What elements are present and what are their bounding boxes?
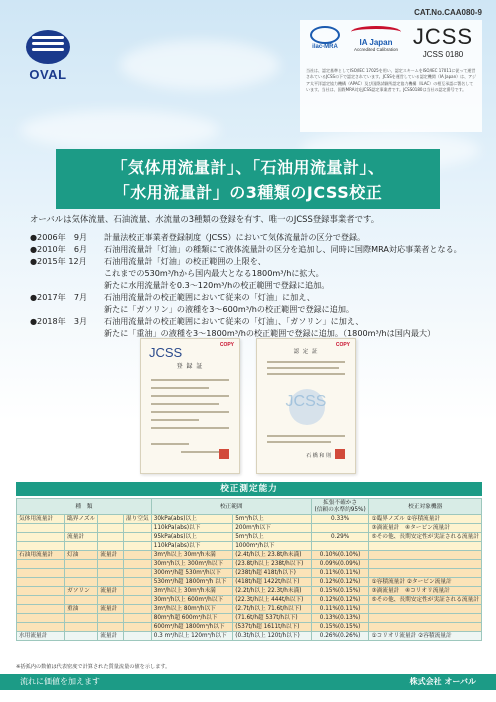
text-line: [151, 419, 199, 421]
seal-stamp: [219, 449, 229, 459]
table-cell: 流量計: [98, 605, 124, 614]
certificate-heading: 登 録 証: [176, 363, 204, 370]
table-cell: [369, 560, 482, 569]
table-cell: [17, 623, 65, 632]
header-kind: 種 類: [17, 499, 152, 515]
table-cell: (71.6t/h超 537t/h以下): [233, 614, 311, 623]
ia-japan-arc-icon: [351, 26, 401, 38]
table-cell: ①臨界ノズル ②容積流量計: [369, 515, 482, 524]
title-line-2: 「水用流量計」の3種類のJCSS校正: [113, 183, 383, 202]
text-line: [151, 387, 209, 389]
table-cell: (537t/h超 1611t/h以下): [233, 623, 311, 632]
table-cell: 80m³/h超 600m³/h以下: [151, 614, 233, 623]
table-cell: 0.15%(0.15%): [311, 623, 369, 632]
table-cell: 流量計: [98, 632, 124, 641]
table-cell: [17, 605, 65, 614]
table-cell: 5m³/h以上: [233, 515, 311, 524]
table-cell: [123, 578, 151, 587]
table-row: [17, 524, 482, 533]
history-text: [104, 315, 490, 339]
history-line: 石油用流量計の校正範囲において従来の「灯油」に加え、: [104, 292, 315, 302]
table-cell: ①コリオリ流量計 ②容積流量計: [369, 632, 482, 641]
table-header-row: [17, 499, 482, 515]
table-row: [17, 605, 482, 614]
table-cell: (0.3t/h以上 120t/h以下): [233, 632, 311, 641]
footer-company: 株式会社 オーバル: [409, 677, 476, 686]
table-row: [17, 632, 482, 641]
sky-cloud: [20, 110, 220, 150]
table-row: [17, 578, 482, 587]
table-cell: [98, 542, 124, 551]
table-cell: [17, 578, 65, 587]
table-cell: [17, 542, 65, 551]
table-cell: 0.13%(0.13%): [311, 614, 369, 623]
table-footnote: ※括弧内の数値は代表密度で計算された質量流量の値を示します。: [16, 664, 171, 670]
table-cell: [65, 623, 98, 632]
table-cell: [98, 533, 124, 542]
oval-logo: [26, 30, 70, 82]
certificate-signer: 石 橋 和 則: [306, 453, 331, 459]
header-devices: 校正対象機器: [369, 499, 482, 515]
table-cell: [123, 596, 151, 605]
table-cell: [369, 623, 482, 632]
table-cell: [369, 605, 482, 614]
table-cell: [65, 569, 98, 578]
jcss-logo-text: JCSS: [412, 24, 474, 49]
history-text: [104, 243, 490, 255]
table-cell: 0.29%: [311, 533, 369, 542]
table-cell: 600m³/h超 1800m³/h以下: [151, 623, 233, 632]
history-line: 新たに水用流量計を0.3～120m³/hの校正範囲で登録に追加。: [104, 280, 330, 290]
table-cell: [311, 542, 369, 551]
sky-cloud: [120, 40, 280, 90]
accreditation-box: [300, 20, 482, 132]
table-cell: 3m³/h以上 30m³/h未満: [151, 587, 233, 596]
table-cell: [17, 569, 65, 578]
table-cell: ①容積流量計 ②タービン流量計: [369, 578, 482, 587]
table-cell: 灯油: [65, 551, 98, 560]
table-cell: [369, 542, 482, 551]
ilac-text: ilac-MRA: [312, 44, 338, 50]
history-item: [30, 231, 490, 243]
table-cell: [123, 632, 151, 641]
table-cell: 0.12%(0.12%): [311, 578, 369, 587]
table-cell: 0.11%(0.11%): [311, 605, 369, 614]
text-line: [267, 361, 345, 363]
table-cell: [369, 551, 482, 560]
table-row: [17, 551, 482, 560]
table-cell: [123, 605, 151, 614]
table-cell: [65, 632, 98, 641]
table-cell: [98, 560, 124, 569]
history-date: ●2015年 12月: [30, 256, 87, 266]
table-cell: 30kPa(abs)以上: [151, 515, 233, 524]
table-cell: 110kPa(abs)以下: [151, 524, 233, 533]
footer: [0, 674, 496, 690]
table-cell: [17, 614, 65, 623]
table-cell: ⑤その他、長期安定性が実証される流量計: [369, 596, 482, 605]
table-cell: ③渦流量計 ④タービン流量計: [369, 524, 482, 533]
title-line-1: 「気体用流量計」、「石油用流量計」、: [111, 158, 385, 177]
history-line: 石油用流量計の校正範囲において従来の「灯油」、「ガソリン」に加え、: [104, 316, 364, 326]
table-cell: [98, 578, 124, 587]
registration-certificate-image: [140, 338, 240, 474]
table-cell: [123, 533, 151, 542]
footer-slogan: 流れに価値を加えます: [20, 677, 100, 686]
table-cell: [123, 560, 151, 569]
table-cell: [65, 578, 98, 587]
header-uncertainty: 拡張不確かさ (信頼の水準約95%): [311, 499, 369, 515]
table-cell: 0.09%(0.09%): [311, 560, 369, 569]
table-cell: [123, 623, 151, 632]
table-cell: [123, 569, 151, 578]
certificate-jcss-mark: JCSS: [149, 345, 183, 360]
accreditation-note: 当社は、認定基準としてISO/IEC 17025を用い、認定スキームをISO/IEC 17011に従って運営されているJCSSの下で認定されています。JCSSを運営している認定機関（IA Japan）は、アジア太平洋認定協力機構（APAC）及び国際試験所認定協力機構（ILAC）の相互承認に署名しています。当社は、国際MRA対応JCSS認定事業者です。JCSS0180は当社の認定番号です。: [306, 68, 476, 93]
table-cell: 気体用流量計: [17, 515, 65, 524]
ilac-globe-icon: [310, 26, 340, 44]
table-cell: [17, 587, 65, 596]
table-cell: 95kPa(abs)以上: [151, 533, 233, 542]
text-line: [151, 443, 189, 445]
table-cell: [369, 569, 482, 578]
text-line: [267, 373, 345, 375]
table-cell: [98, 569, 124, 578]
table-cell: (2.4t/h以上 23.8t/h未満): [233, 551, 311, 560]
table-cell: (238t/h超 418t/h以下): [233, 569, 311, 578]
page-title: [56, 149, 440, 209]
copy-label: COPY: [219, 342, 234, 348]
table-row: [17, 560, 482, 569]
logo-text: OVAL: [29, 67, 67, 82]
table-cell: (2.7t/h以上 71.6t/h以下): [233, 605, 311, 614]
accreditation-certificate-image: [256, 338, 356, 474]
table-cell: [98, 623, 124, 632]
history-line: 新たに「ガソリン」の液種を3～600m³/hの校正範囲で登録に追加。: [104, 304, 355, 314]
jcss-number: JCSS 0180: [422, 50, 464, 59]
history-item: [30, 315, 490, 339]
history-line: 計量法校正事業者登録制度（JCSS）において気体流量計の区分で登録。: [104, 232, 366, 242]
history-text: [104, 231, 490, 243]
history-line: 石油用流量計「灯油」の種類にて液体流量計の区分を追加し、同時に国際MRA対応事業者となる。: [104, 244, 462, 254]
text-line: [151, 427, 229, 429]
text-line: [151, 379, 229, 381]
ilac-mra-logo: [306, 26, 344, 54]
table-cell: [17, 533, 65, 542]
table-body: [17, 515, 482, 641]
table-row: [17, 542, 482, 551]
capability-table: [16, 498, 482, 641]
certificate-heading: 認 定 証: [293, 349, 319, 355]
watermark-jcss: JCSS: [285, 393, 327, 410]
table-cell: [17, 596, 65, 605]
table-cell: [65, 542, 98, 551]
table-cell: (418t/h超 1422t/h以下): [233, 578, 311, 587]
history-text: [104, 255, 490, 291]
table-cell: 110kPa(abs)以下: [151, 542, 233, 551]
table-cell: [65, 614, 98, 623]
history-list: [30, 231, 490, 339]
ia-japan-name: IA Japan: [359, 38, 393, 47]
table-cell: [123, 587, 151, 596]
table-cell: 200m³/h以下: [233, 524, 311, 533]
table-cell: 流量計: [98, 551, 124, 560]
table-row: [17, 614, 482, 623]
text-line: [151, 411, 229, 413]
table-cell: 臨界ノズル: [65, 515, 98, 524]
copy-label: COPY: [335, 342, 350, 348]
history-date: ●2018年 3月: [30, 316, 88, 326]
table-cell: [65, 560, 98, 569]
table-row: [17, 569, 482, 578]
table-cell: 0.10%(0.10%): [311, 551, 369, 560]
history-date: ●2010年 6月: [30, 244, 88, 254]
text-line: [267, 435, 345, 437]
table-cell: 石油用流量計: [17, 551, 65, 560]
history-date: ●2017年 7月: [30, 292, 88, 302]
history-line: 新たに「重油」の液種を3～1800m³/hの校正範囲で登録に追加。（1800m³/hは国内最大）: [104, 328, 436, 338]
table-row: [17, 587, 482, 596]
table-cell: [17, 560, 65, 569]
table-cell: ③渦流量計 ④コリオリ流量計: [369, 587, 482, 596]
table-cell: [123, 524, 151, 533]
capability-section-title: 校正測定能力: [16, 482, 482, 496]
table-row: [17, 533, 482, 542]
table-cell: [98, 596, 124, 605]
seal-stamp: [335, 449, 345, 459]
table-cell: 水用流量計: [17, 632, 65, 641]
table-cell: [369, 614, 482, 623]
oval-logo-icon: [26, 30, 70, 64]
intro-text: オーバルは気体流量、石油流量、水流量の3種類の登録を有す、唯一のJCSS登録事業者です。: [30, 214, 380, 224]
table-cell: 1000m³/h以下: [233, 542, 311, 551]
table-cell: 300m³/h超 530m³/h以下: [151, 569, 233, 578]
ia-japan-logo: [348, 26, 404, 62]
ia-japan-sub: Accredited Calibration: [353, 47, 399, 52]
text-line: [267, 441, 331, 443]
table-cell: 0.15%(0.15%): [311, 587, 369, 596]
catalog-number: CAT.No.CAA080-9: [414, 8, 482, 17]
history-item: [30, 291, 490, 315]
table-cell: ガソリン: [65, 587, 98, 596]
table-cell: [123, 542, 151, 551]
table-cell: 30m³/h以上 300m³/h以下: [151, 560, 233, 569]
table-cell: (23.8t/h以上 238t/h以下): [233, 560, 311, 569]
table-cell: [65, 524, 98, 533]
table-cell: [98, 515, 124, 524]
table-row: [17, 515, 482, 524]
table-cell: 0.11%(0.11%): [311, 569, 369, 578]
history-text: [104, 291, 490, 315]
table-cell: [98, 524, 124, 533]
text-line: [267, 367, 339, 369]
table-cell: [123, 551, 151, 560]
table-cell: 重油: [65, 605, 98, 614]
table-cell: [311, 524, 369, 533]
table-cell: ⑤その他、長期安定性が実証される流量計: [369, 533, 482, 542]
text-line: [151, 403, 219, 405]
history-item: [30, 255, 490, 291]
table-row: [17, 596, 482, 605]
table-cell: 3m³/h以上 30m³/h未満: [151, 551, 233, 560]
table-cell: 流量計: [98, 587, 124, 596]
table-cell: [65, 596, 98, 605]
table-cell: 0.26%(0.26%): [311, 632, 369, 641]
table-cell: (2.2t/h以上 22.3t/h未満): [233, 587, 311, 596]
table-cell: [123, 614, 151, 623]
jcss-mark: [408, 24, 478, 64]
history-date: ●2006年 9月: [30, 232, 88, 242]
table-cell: 3m³/h以上 80m³/h以下: [151, 605, 233, 614]
table-cell: 5m³/h以上: [233, 533, 311, 542]
history-line: これまでの530m³/hから国内最大となる1800m³/hに拡大。: [104, 268, 324, 278]
table-cell: 0.33%: [311, 515, 369, 524]
text-line: [151, 395, 229, 397]
table-cell: 流量計: [65, 533, 98, 542]
table-row: [17, 623, 482, 632]
table-cell: [17, 524, 65, 533]
header-range: 校正範囲: [151, 499, 311, 515]
table-cell: [98, 614, 124, 623]
history-line: 石油用流量計「灯油」の校正範囲の上限を、: [104, 256, 266, 266]
table-cell: 30m³/h以上 600m³/h以下: [151, 596, 233, 605]
table-cell: (22.3t/h以上 444t/h以下): [233, 596, 311, 605]
table-cell: 530m³/h超 1800m³/h 以下: [151, 578, 233, 587]
table-cell: 湿り空気: [123, 515, 151, 524]
table-cell: 0.3 m³/h以上 120m³/h以下: [151, 632, 233, 641]
table-cell: 0.12%(0.12%): [311, 596, 369, 605]
history-item: [30, 243, 490, 255]
